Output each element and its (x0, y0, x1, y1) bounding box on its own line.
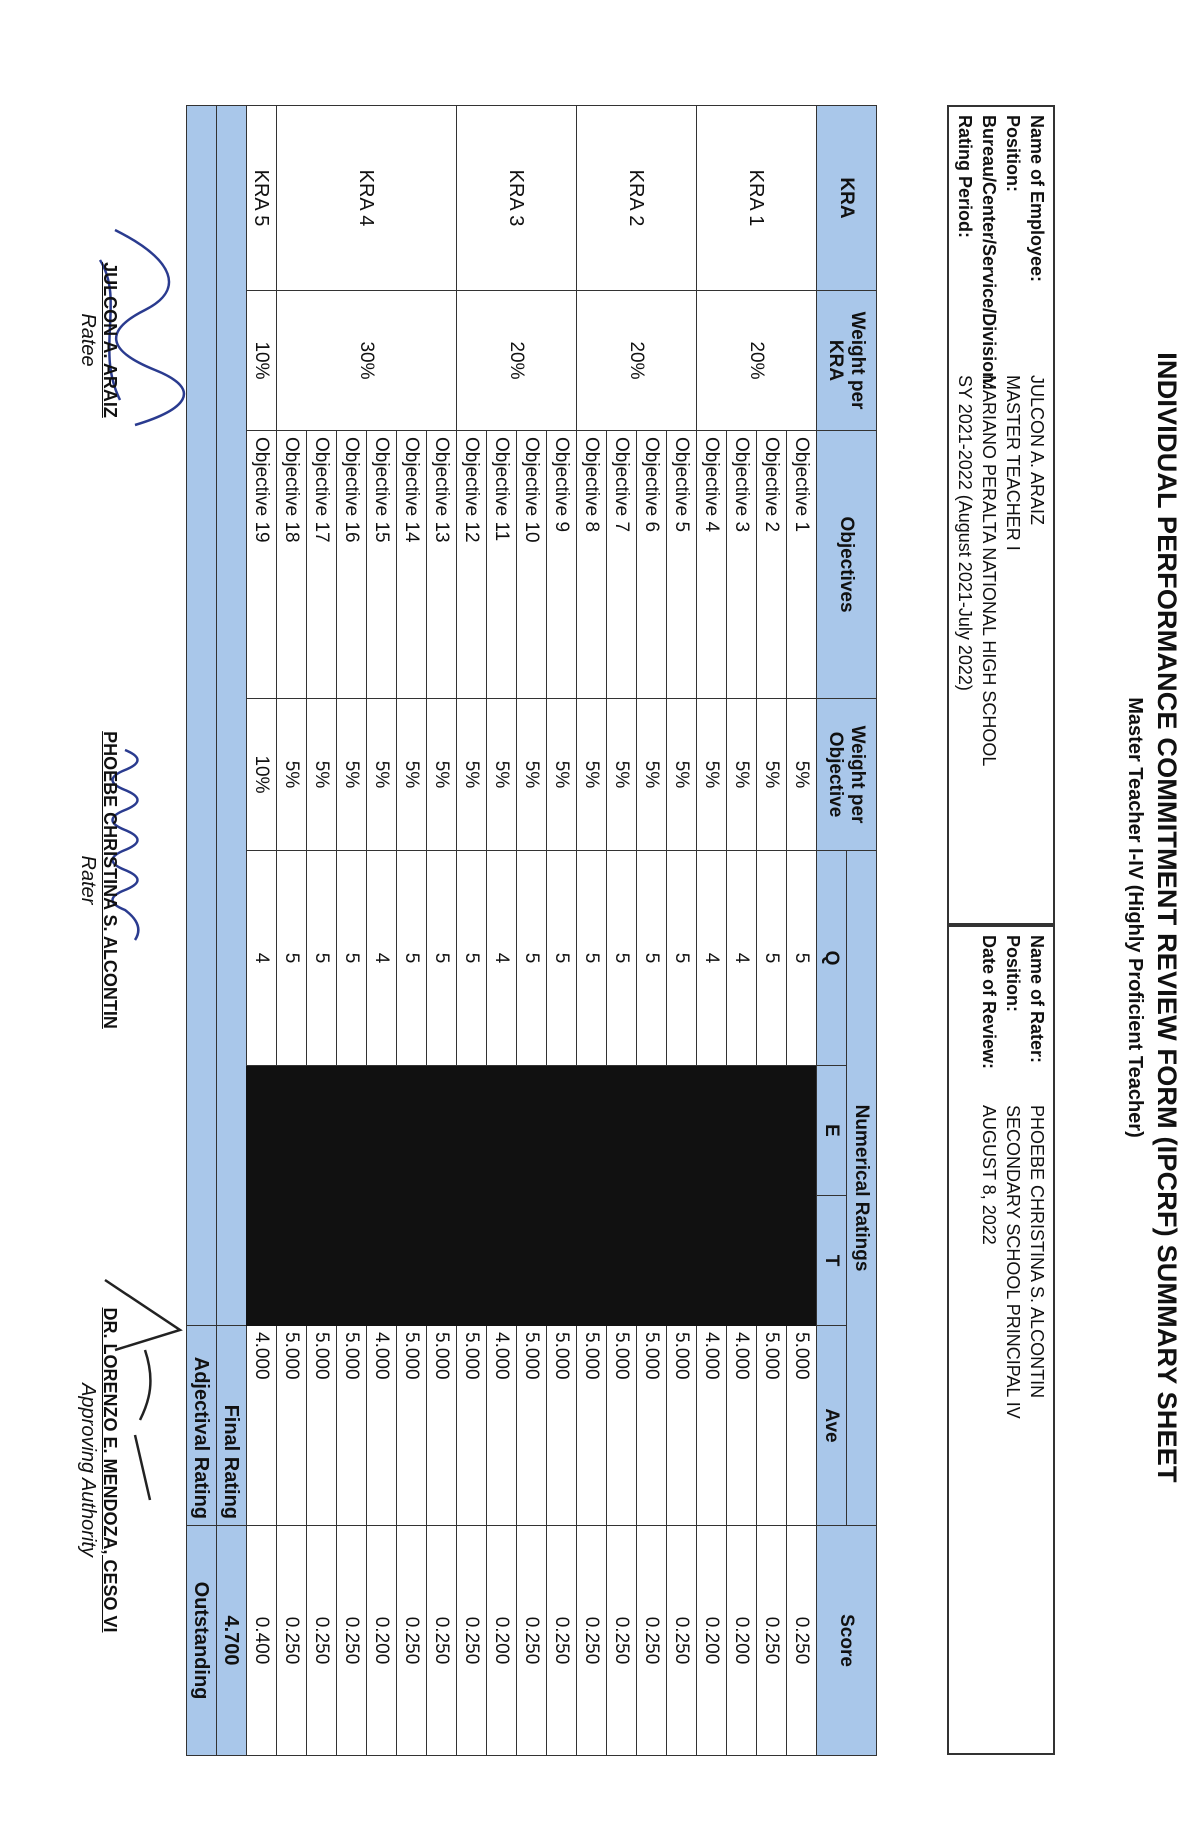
rating-e-redacted (757, 1066, 787, 1196)
ratee-role: Ratee (77, 313, 99, 367)
rating-ave: 4.000 (367, 1326, 397, 1526)
objective-name: Objective 19 (247, 431, 277, 699)
final-rating-value: 4.700 (217, 1526, 247, 1756)
kra-weight: 20% (577, 291, 697, 431)
objective-score: 0.250 (337, 1526, 367, 1756)
approver-signature-block (76, 1190, 120, 1750)
rating-e-redacted (787, 1066, 817, 1196)
rating-e-redacted (367, 1066, 397, 1196)
rating-t-redacted (457, 1196, 487, 1326)
rating-q: 5 (787, 851, 817, 1066)
objective-name: Objective 15 (367, 431, 397, 699)
adjectival-rating-label: Adjectival Rating (187, 1326, 217, 1526)
rating-t-redacted (697, 1196, 727, 1326)
rating-ave: 5.000 (547, 1326, 577, 1526)
rater-name-label: Name of Rater: (1027, 935, 1047, 1064)
rating-q: 4 (487, 851, 517, 1066)
rating-e-redacted (547, 1066, 577, 1196)
objective-weight: 5% (757, 699, 787, 851)
rating-q: 5 (307, 851, 337, 1066)
rating-t-redacted (337, 1196, 367, 1326)
employee-position: MASTER TEACHER I (1003, 375, 1023, 551)
rating-t-redacted (667, 1196, 697, 1326)
employee-position-label: Position: (1003, 115, 1023, 192)
objective-name: Objective 7 (607, 431, 637, 699)
objective-score: 0.250 (307, 1526, 337, 1756)
rater-position: SECONDARY SCHOOL PRINCIPAL IV (1003, 1105, 1023, 1419)
kra-name: KRA 4 (277, 106, 457, 291)
employee-name: JULCON A. ARAIZ (1027, 375, 1047, 526)
objective-weight: 5% (367, 699, 397, 851)
objective-weight: 5% (487, 699, 517, 851)
rating-t-redacted (517, 1196, 547, 1326)
adjectival-rating-value: Outstanding (187, 1526, 217, 1756)
rating-ave: 4.000 (247, 1326, 277, 1526)
objective-weight: 5% (607, 699, 637, 851)
rater-name: PHOEBE CHRISTINA S. ALCONTIN (1027, 1105, 1047, 1399)
rating-e-redacted (457, 1066, 487, 1196)
rating-t-redacted (487, 1196, 517, 1326)
objective-score: 0.250 (397, 1526, 427, 1756)
rating-q: 5 (637, 851, 667, 1066)
rating-period-label: Rating Period: (955, 115, 975, 239)
approver-role: Approving Authority (77, 1383, 99, 1557)
rating-e-redacted (697, 1066, 727, 1196)
rater-role: Rater (77, 855, 99, 905)
rating-q: 5 (547, 851, 577, 1066)
rating-ave: 5.000 (457, 1326, 487, 1526)
rating-e-redacted (667, 1066, 697, 1196)
header-score: Score (817, 1526, 877, 1756)
rating-q: 5 (427, 851, 457, 1066)
rating-t-redacted (607, 1196, 637, 1326)
objective-score: 0.250 (547, 1526, 577, 1756)
objective-score: 0.250 (757, 1526, 787, 1756)
rating-q: 4 (727, 851, 757, 1066)
header-e: E (817, 1066, 847, 1196)
rating-t-redacted (247, 1196, 277, 1326)
ratings-table (186, 105, 877, 1756)
rating-e-redacted (637, 1066, 667, 1196)
objective-weight: 5% (517, 699, 547, 851)
rating-t-redacted (757, 1196, 787, 1326)
ratee-name: JULCON A. ARAIZ (100, 262, 120, 418)
table-row (427, 106, 457, 1756)
employee-info-box (947, 105, 1055, 925)
rating-ave: 5.000 (787, 1326, 817, 1526)
objective-weight: 5% (787, 699, 817, 851)
rater-position-label: Position: (1003, 935, 1023, 1012)
rating-ave: 5.000 (427, 1326, 457, 1526)
objective-weight: 5% (547, 699, 577, 851)
rating-q: 5 (577, 851, 607, 1066)
rating-ave: 5.000 (517, 1326, 547, 1526)
footer-spacer (217, 106, 247, 1326)
objective-weight: 10% (247, 699, 277, 851)
objective-name: Objective 9 (547, 431, 577, 699)
rating-q: 5 (337, 851, 367, 1066)
objective-name: Objective 8 (577, 431, 607, 699)
document-title: INDIVIDUAL PERFORMANCE COMMITMENT REVIEW FORM (IPCRF) SUMMARY SHEET (1152, 352, 1182, 1483)
ratee-signature-block (76, 110, 120, 570)
rating-q: 4 (697, 851, 727, 1066)
rater-info-box (947, 925, 1055, 1755)
employee-name-label: Name of Employee: (1027, 115, 1047, 283)
objective-score: 0.400 (247, 1526, 277, 1756)
objective-weight: 5% (307, 699, 337, 851)
header-weight-objective: Weight per Objective (817, 699, 877, 851)
rating-ave: 5.000 (607, 1326, 637, 1526)
objective-weight: 5% (667, 699, 697, 851)
approver-name: DR. LORENZO E. MENDOZA, CESO VI (100, 1307, 120, 1633)
kra-weight: 30% (277, 291, 457, 431)
header-kra: KRA (817, 106, 877, 291)
table-row (247, 106, 277, 1756)
rating-ave: 5.000 (307, 1326, 337, 1526)
objective-name: Objective 17 (307, 431, 337, 699)
objective-score: 0.250 (427, 1526, 457, 1756)
kra-name: KRA 2 (577, 106, 697, 291)
rating-q: 4 (367, 851, 397, 1066)
objective-name: Objective 2 (757, 431, 787, 699)
rating-period: SY 2021-2022 (August 2021-July 2022) (955, 375, 975, 691)
bureau-label: Bureau/Center/Service/Division: (979, 115, 999, 390)
objective-name: Objective 16 (337, 431, 367, 699)
objective-name: Objective 3 (727, 431, 757, 699)
objective-name: Objective 11 (487, 431, 517, 699)
rating-e-redacted (397, 1066, 427, 1196)
rating-ave: 5.000 (667, 1326, 697, 1526)
table-row (547, 106, 577, 1756)
kra-weight: 20% (457, 291, 577, 431)
objective-name: Objective 12 (457, 431, 487, 699)
kra-weight: 20% (697, 291, 817, 431)
objective-name: Objective 14 (397, 431, 427, 699)
objective-score: 0.200 (697, 1526, 727, 1756)
rating-t-redacted (397, 1196, 427, 1326)
kra-name: KRA 5 (247, 106, 277, 291)
rater-signatory-name: PHOEBE CHRISTINA S. ALCONTIN (100, 731, 120, 1029)
header-objectives: Objectives (817, 431, 877, 699)
objective-weight: 5% (427, 699, 457, 851)
kra-name: KRA 1 (697, 106, 817, 291)
rating-ave: 4.000 (487, 1326, 517, 1526)
objective-weight: 5% (697, 699, 727, 851)
document-subtitle: Master Teacher I-IV (Highly Proficient Teacher) (1124, 697, 1146, 1138)
rating-e-redacted (487, 1066, 517, 1196)
rating-t-redacted (307, 1196, 337, 1326)
objective-score: 0.250 (637, 1526, 667, 1756)
rating-t-redacted (637, 1196, 667, 1326)
rating-ave: 5.000 (277, 1326, 307, 1526)
review-date-label: Date of Review: (979, 935, 999, 1070)
rating-ave: 5.000 (337, 1326, 367, 1526)
rating-t-redacted (727, 1196, 757, 1326)
kra-name: KRA 3 (457, 106, 577, 291)
objective-weight: 5% (637, 699, 667, 851)
objective-weight: 5% (277, 699, 307, 851)
objective-score: 0.200 (367, 1526, 397, 1756)
bureau-value: MARIANO PERALTA NATIONAL HIGH SCHOOL (979, 375, 999, 767)
rating-ave: 4.000 (697, 1326, 727, 1526)
objective-score: 0.200 (727, 1526, 757, 1756)
objective-score: 0.250 (277, 1526, 307, 1756)
rating-e-redacted (307, 1066, 337, 1196)
objective-score: 0.250 (517, 1526, 547, 1756)
rating-t-redacted (577, 1196, 607, 1326)
rating-q: 4 (247, 851, 277, 1066)
table-row (787, 106, 817, 1756)
rating-q: 5 (397, 851, 427, 1066)
rating-ave: 5.000 (577, 1326, 607, 1526)
rating-e-redacted (277, 1066, 307, 1196)
rating-q: 5 (457, 851, 487, 1066)
rating-q: 5 (277, 851, 307, 1066)
header-weight-kra: Weight per KRA (817, 291, 877, 431)
objective-name: Objective 4 (697, 431, 727, 699)
review-date: AUGUST 8, 2022 (979, 1105, 999, 1245)
rating-t-redacted (547, 1196, 577, 1326)
objective-score: 0.250 (577, 1526, 607, 1756)
header-ave: Ave (817, 1326, 847, 1526)
objective-weight: 5% (337, 699, 367, 851)
objective-weight: 5% (577, 699, 607, 851)
table-row (667, 106, 697, 1756)
rating-q: 5 (517, 851, 547, 1066)
rating-t-redacted (787, 1196, 817, 1326)
rater-signature-block (76, 650, 120, 1110)
objective-score: 0.250 (787, 1526, 817, 1756)
rating-ave: 5.000 (397, 1326, 427, 1526)
rating-e-redacted (607, 1066, 637, 1196)
rating-e-redacted (727, 1066, 757, 1196)
rating-ave: 5.000 (637, 1326, 667, 1526)
objective-score: 0.250 (607, 1526, 637, 1756)
objective-name: Objective 13 (427, 431, 457, 699)
rating-t-redacted (367, 1196, 397, 1326)
rating-ave: 5.000 (757, 1326, 787, 1526)
objective-score: 0.250 (667, 1526, 697, 1756)
rating-t-redacted (277, 1196, 307, 1326)
rating-e-redacted (517, 1066, 547, 1196)
objective-score: 0.250 (457, 1526, 487, 1756)
objective-name: Objective 6 (637, 431, 667, 699)
objective-name: Objective 1 (787, 431, 817, 699)
rating-e-redacted (247, 1066, 277, 1196)
rating-ave: 4.000 (727, 1326, 757, 1526)
header-numerical-ratings: Numerical Ratings (847, 851, 877, 1526)
final-rating-label: Final Rating (217, 1326, 247, 1526)
objective-score: 0.200 (487, 1526, 517, 1756)
rating-e-redacted (577, 1066, 607, 1196)
objective-weight: 5% (457, 699, 487, 851)
objective-name: Objective 18 (277, 431, 307, 699)
rating-t-redacted (427, 1196, 457, 1326)
header-t: T (817, 1196, 847, 1326)
rating-q: 5 (607, 851, 637, 1066)
rating-e-redacted (337, 1066, 367, 1196)
header-q: Q (817, 851, 847, 1066)
objective-weight: 5% (727, 699, 757, 851)
rating-q: 5 (667, 851, 697, 1066)
kra-weight: 10% (247, 291, 277, 431)
objective-name: Objective 5 (667, 431, 697, 699)
rating-q: 5 (757, 851, 787, 1066)
rating-e-redacted (427, 1066, 457, 1196)
objective-name: Objective 10 (517, 431, 547, 699)
objective-weight: 5% (397, 699, 427, 851)
